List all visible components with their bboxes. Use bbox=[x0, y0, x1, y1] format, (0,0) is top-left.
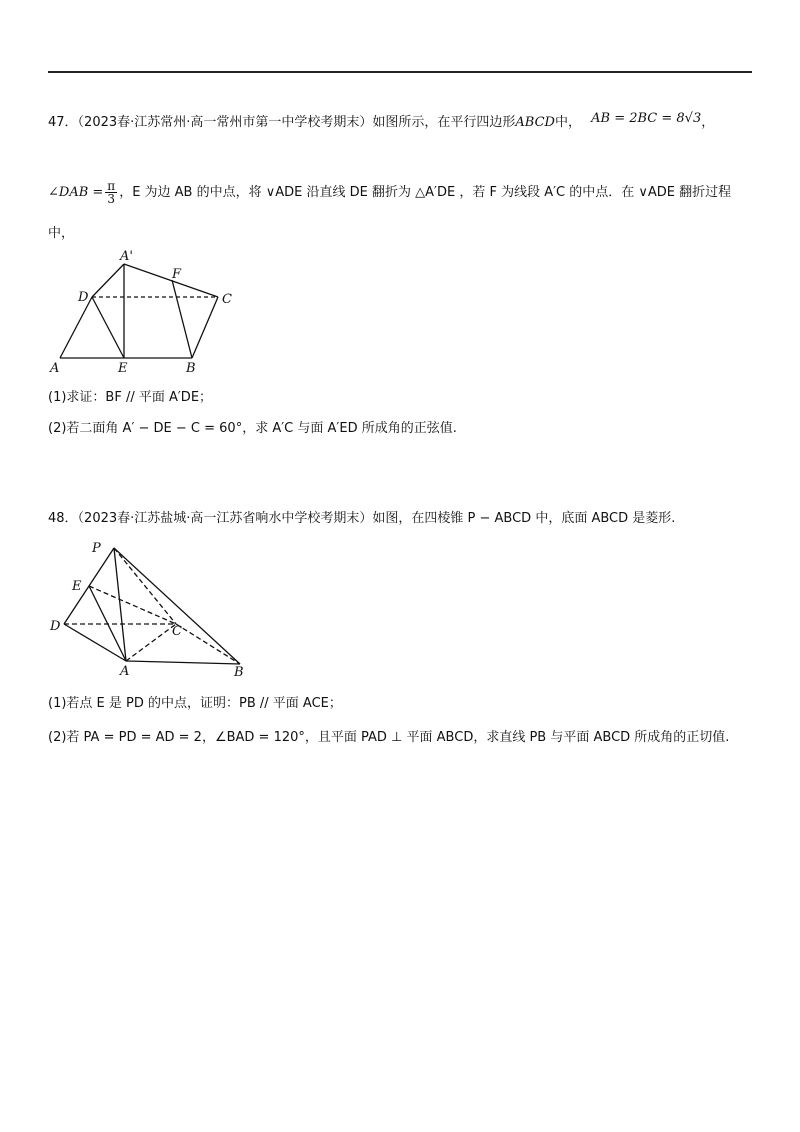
edge-AD bbox=[60, 297, 92, 358]
q47-figure bbox=[48, 248, 258, 376]
q48-part2: (2)若 PA = PD = AD = 2，∠BAD = 120°，且平面 PAD ⊥ 平面 ABCD，求直线 PB 与平面 ABCD 所成角的正切值. bbox=[48, 730, 730, 745]
q48-label-D: D bbox=[50, 619, 61, 634]
q47-label-A1: A' bbox=[120, 249, 133, 264]
q47-part2: (2)若二面角 A′ − DE − C = 60°，求 A′C 与面 A′ED 所成角的正弦值. bbox=[48, 421, 457, 436]
q48-figure bbox=[48, 538, 258, 678]
q47-ab-expression: AB = 2BC = 8√3 bbox=[591, 111, 702, 126]
q47-stem-a: 如图所示，在平行四边形 bbox=[372, 115, 516, 130]
q47-stem-b: 中， bbox=[554, 115, 581, 130]
q47-abcd: ABCD bbox=[515, 115, 555, 130]
edge-EC-dashed bbox=[89, 586, 176, 624]
q47-three: 3 bbox=[107, 192, 116, 206]
q47-source: （2023春·江苏常州·高一常州市第一中学校考期末） bbox=[77, 115, 373, 130]
edge-AC-dashed bbox=[126, 624, 176, 661]
q47-pi: π bbox=[107, 179, 116, 193]
q48-label-E: E bbox=[72, 579, 82, 594]
q47-angle-prefix: ∠DAB = bbox=[48, 185, 104, 200]
q48-label-A: A bbox=[120, 664, 130, 678]
q47-line2 bbox=[48, 180, 731, 205]
q47-label-D: D bbox=[78, 290, 89, 305]
edge-PB bbox=[114, 548, 240, 664]
edge-FB bbox=[172, 280, 192, 358]
edge-DE bbox=[92, 297, 124, 358]
q47-label-E: E bbox=[118, 361, 128, 376]
q47-comma: ， bbox=[701, 115, 715, 130]
q47-label-A: A bbox=[50, 361, 60, 376]
q47-label-F: F bbox=[172, 267, 182, 282]
edge-DA1 bbox=[92, 264, 124, 297]
q47-line3: 中， bbox=[48, 226, 75, 241]
q47-label-B: B bbox=[186, 361, 196, 376]
q48-label-B: B bbox=[234, 665, 244, 678]
edge-PC-dashed bbox=[114, 548, 176, 624]
q47-number: 47． bbox=[48, 115, 78, 130]
edge-A1C bbox=[124, 264, 218, 297]
header-rule bbox=[48, 71, 752, 73]
q48-label-C: C bbox=[172, 624, 182, 639]
q48-part1: (1)若点 E 是 PD 的中点，证明：PB // 平面 ACE； bbox=[48, 696, 342, 711]
q47-label-C: C bbox=[222, 292, 232, 307]
q47-part1: (1)求证：BF // 平面 A′DE； bbox=[48, 390, 213, 405]
q47-fraction bbox=[105, 180, 117, 205]
edge-BC bbox=[192, 297, 218, 358]
q48-line1: 48．（2023春·江苏盐城·高一江苏省响水中学校考期末）如图，在四棱锥 P − ABCD 中，底面 ABCD 是菱形. bbox=[48, 511, 676, 526]
edge-PA bbox=[114, 548, 126, 661]
edge-AB bbox=[126, 661, 240, 664]
q47-line1 bbox=[48, 113, 714, 133]
q47-line2-rest: ，E 为边 AB 的中点，将 ∨ADE 沿直线 DE 翻折为 △A′DE ，若 F 为线段 A′C 的中点．在 ∨ADE 翻折过程 bbox=[119, 185, 732, 200]
edge-CB-dashed bbox=[176, 624, 240, 664]
q48-label-P: P bbox=[92, 541, 101, 556]
